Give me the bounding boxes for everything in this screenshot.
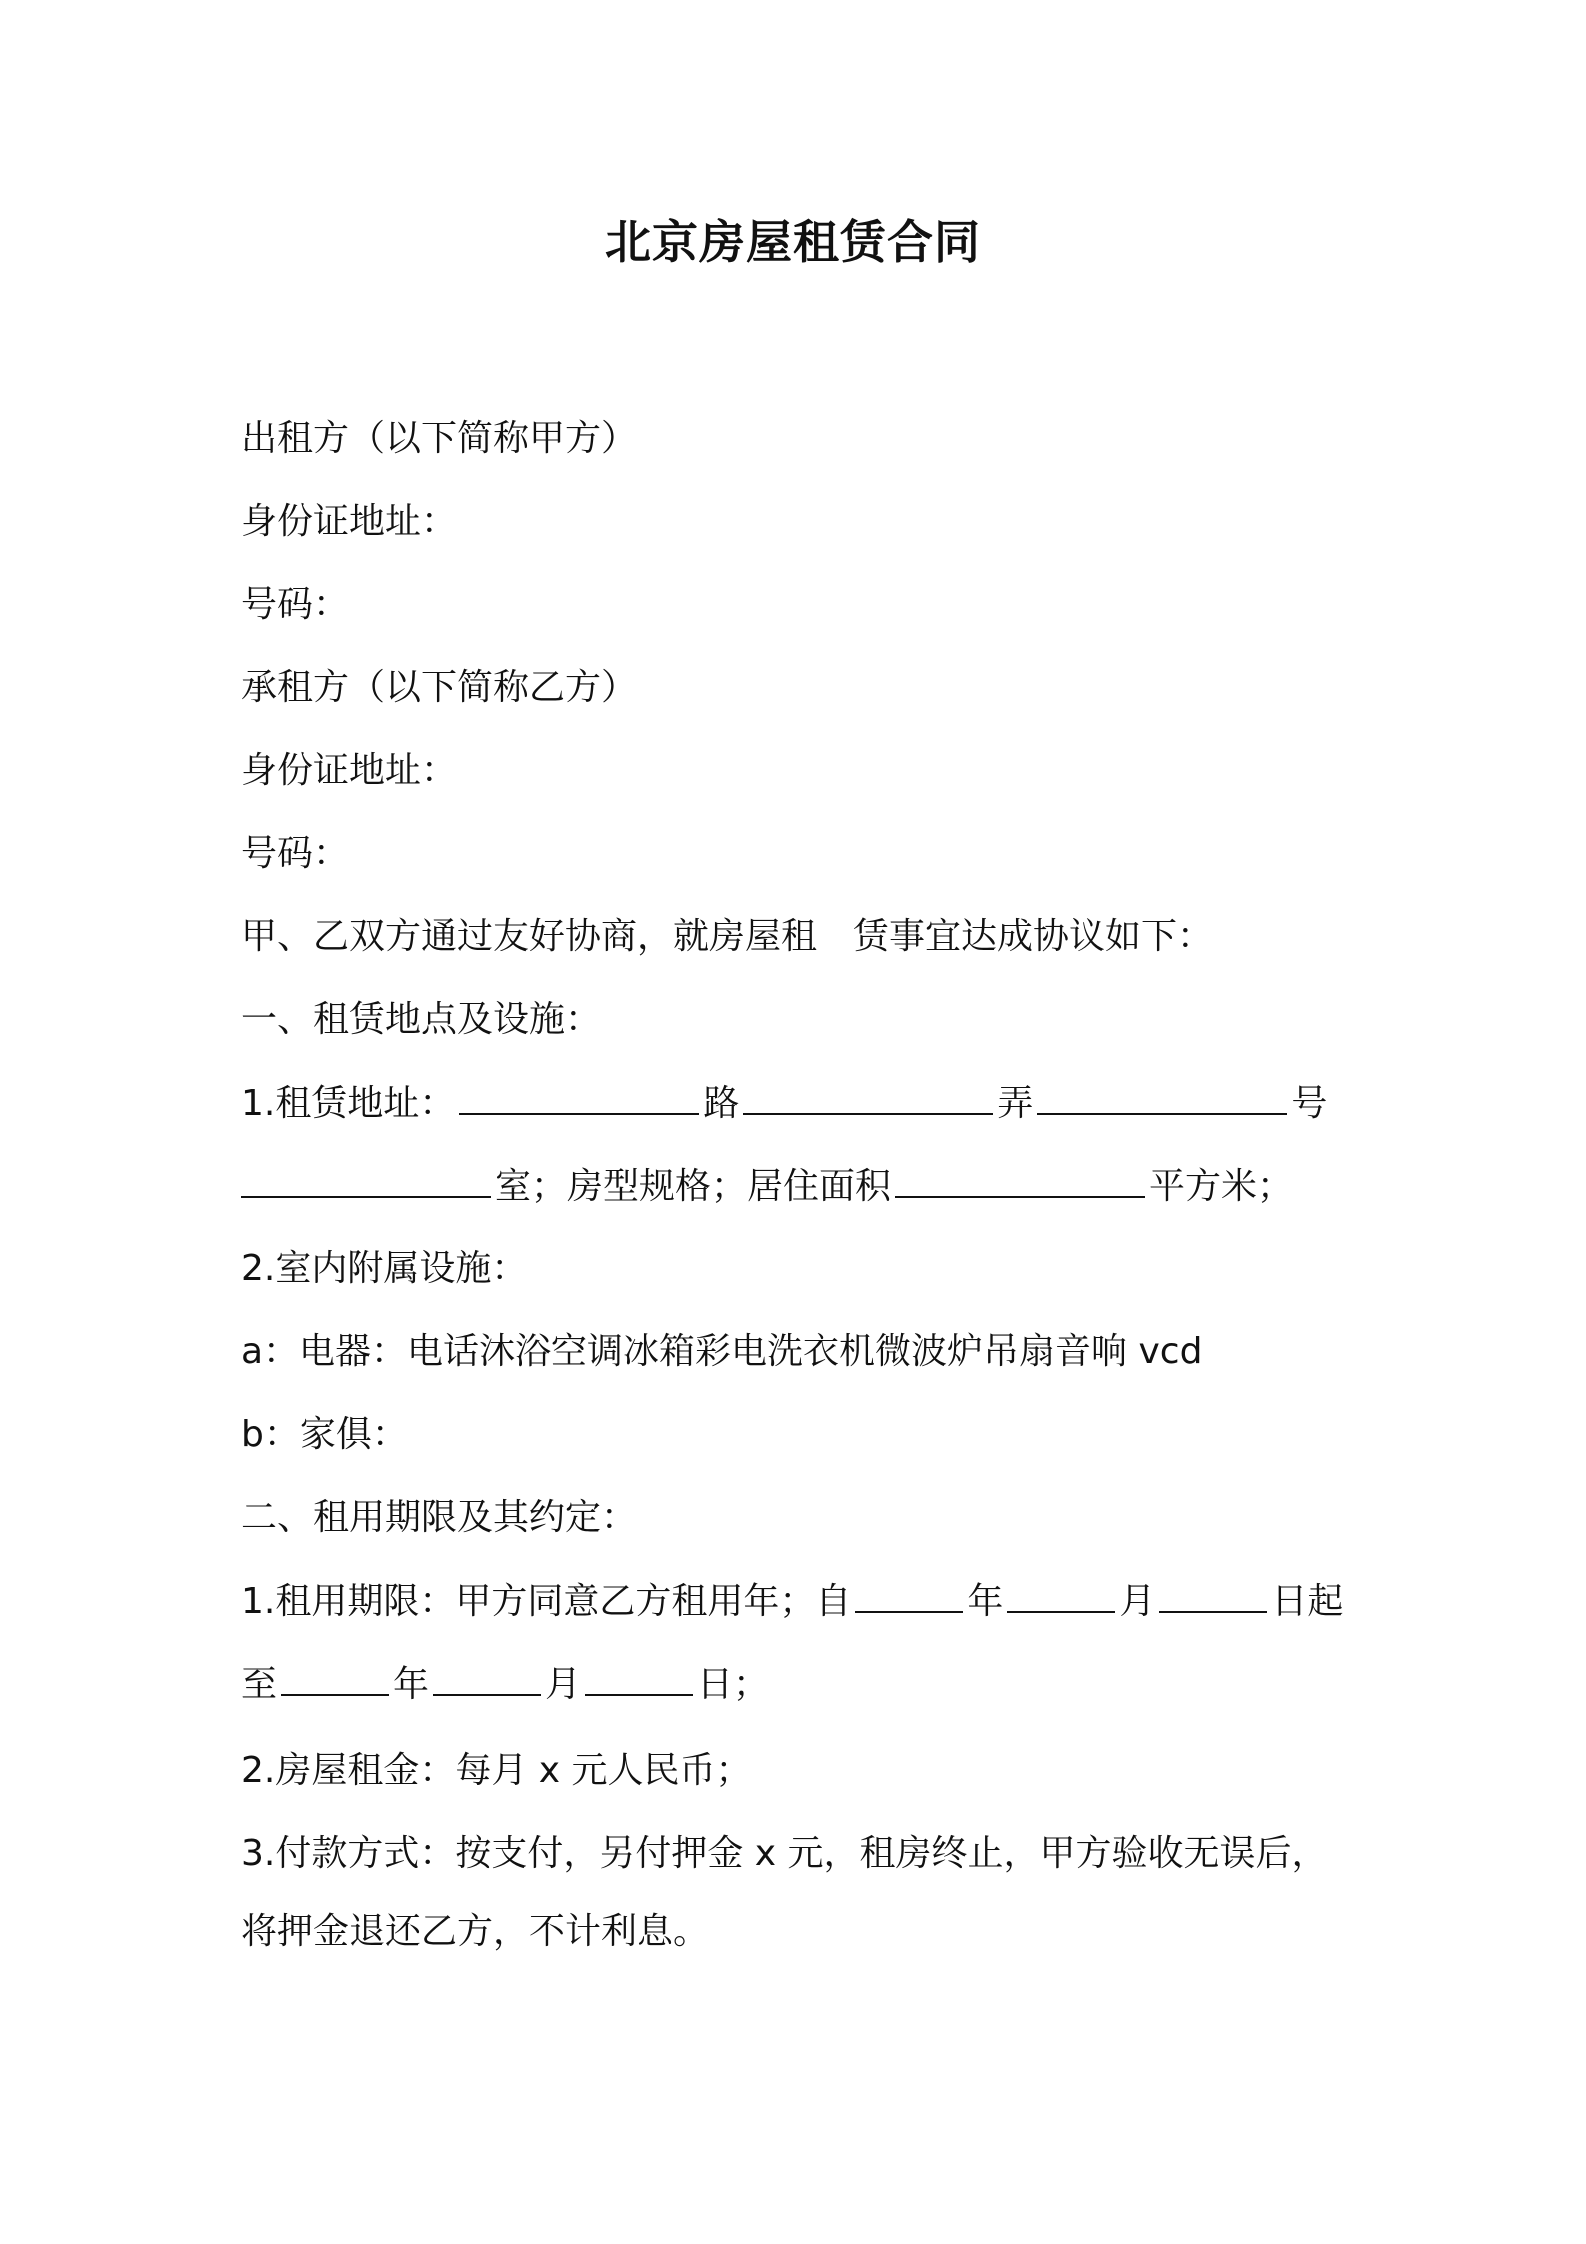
end-day-label: 日； — [697, 1664, 770, 1705]
number-blank[interactable] — [1037, 1077, 1287, 1115]
section2-heading: 二、租用期限及其约定： — [241, 1497, 638, 1538]
road-label: 路 — [703, 1083, 740, 1124]
lessor-id-address: 身份证地址： — [241, 501, 458, 542]
room-area-line — [241, 1160, 1293, 1212]
lane-blank[interactable] — [743, 1077, 993, 1115]
rent-line: 2.房屋租金：每月 x 元人民币； — [241, 1750, 752, 1791]
end-year-label: 年 — [393, 1664, 430, 1705]
end-month-blank[interactable] — [433, 1658, 541, 1696]
furniture-line: b：家俱： — [241, 1414, 408, 1455]
payment-line-1: 3.付款方式：按支付，另付押金 x 元，租房终止，甲方验收无误后， — [241, 1833, 1328, 1874]
end-day-blank[interactable] — [585, 1658, 693, 1696]
lessor-heading: 出租方（以下简称甲方） — [241, 418, 638, 459]
document-title: 北京房屋租赁合同 — [605, 215, 981, 269]
payment-line-2: 将押金退还乙方，不计利息。 — [241, 1911, 710, 1952]
section1-heading: 一、租赁地点及设施： — [241, 999, 602, 1040]
lessee-id-address: 身份证地址： — [241, 750, 458, 791]
start-month-label: 月 — [1119, 1581, 1156, 1622]
room-blank[interactable] — [241, 1160, 491, 1198]
road-blank[interactable] — [459, 1077, 699, 1115]
appliances-line: a：电器：电话沐浴空调冰箱彩电洗衣机微波炉吊扇音响 vcd — [241, 1331, 1203, 1372]
rental-address-line — [241, 1077, 1327, 1129]
to-label: 至 — [241, 1664, 278, 1705]
preamble — [241, 911, 1213, 963]
start-year-label: 年 — [967, 1581, 1004, 1622]
lease-end-line — [241, 1658, 769, 1710]
facilities-heading: 2.室内附属设施： — [241, 1248, 528, 1289]
area-blank[interactable] — [895, 1160, 1145, 1198]
end-month-label: 月 — [545, 1664, 582, 1705]
lease-term-label: 1.租用期限：甲方同意乙方租用年；自 — [241, 1581, 852, 1622]
start-day-label: 日起 — [1271, 1581, 1344, 1622]
start-year-blank[interactable] — [855, 1575, 963, 1613]
lessee-heading: 承租方（以下简称乙方） — [241, 667, 638, 708]
lessee-id-number: 号码： — [241, 833, 350, 874]
lease-term-line — [241, 1575, 1343, 1627]
start-month-blank[interactable] — [1007, 1575, 1115, 1613]
preamble-part2: 赁事宜达成协议如下： — [853, 916, 1214, 957]
room-label: 室；房型规格；居住面积 — [495, 1166, 892, 1207]
end-year-blank[interactable] — [281, 1658, 389, 1696]
rental-address-label: 1.租赁地址： — [241, 1083, 456, 1124]
sqm-label: 平方米； — [1149, 1166, 1294, 1207]
preamble-part1: 甲、乙双方通过友好协商，就房屋租 — [241, 916, 818, 957]
lane-label: 弄 — [997, 1083, 1034, 1124]
number-label: 号 — [1291, 1083, 1328, 1124]
start-day-blank[interactable] — [1159, 1575, 1267, 1613]
lessor-id-number: 号码： — [241, 584, 350, 625]
